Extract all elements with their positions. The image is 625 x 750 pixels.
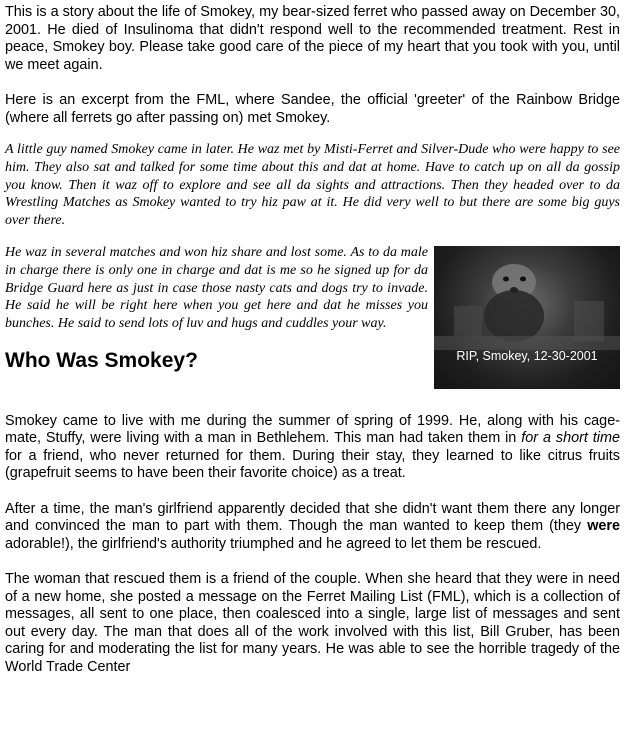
section-paragraph-2-part-b: adorable!), the girlfriend's authority triumphed and he agreed to let them be rescued.	[5, 535, 542, 552]
excerpt-paragraph-2: He waz in several matches and won hiz share and lost some. As to da male in charge there is only one in charge and dat is me so he signed up for da Bridge Guard here as just in case those nasty cats and dogs try to invade. He said he will be right here when you get here and dat he misses you bunches. He said to send lots of luv and hugs and cuddles your way.	[5, 244, 428, 332]
smokey-photo	[434, 246, 620, 389]
emphasis-short-time: for a short time	[521, 430, 620, 447]
intro-paragraph-1: This is a story about the life of Smokey, my bear-sized ferret who passed away on December 30, 2001. He died of Insulinoma that didn't respond well to the recommended treatment. Rest in peace, Smokey boy. Please take good care of the piece of my heart that you took with you, until we meet again.	[5, 4, 620, 73]
section-heading: Who Was Smokey?	[5, 348, 198, 372]
emphasis-were: were	[587, 518, 620, 535]
section-paragraph-1-part-b: for a friend, who never returned for them. During their stay, they learned to like citrus fruits (grapefruit seems to have been their favorite choice) as a treat.	[5, 447, 620, 482]
section-paragraph-2	[5, 501, 620, 554]
intro-paragraph-2: Here is an excerpt from the FML, where Sandee, the official 'greeter' of the Rainbow Bridge (where all ferrets go after passing on) met Smokey.	[5, 92, 620, 126]
ferret-image-icon	[434, 246, 620, 389]
section-paragraph-1	[5, 413, 620, 483]
excerpt-paragraph-1: A little guy named Smokey came in later. He waz met by Misti-Ferret and Silver-Dude who were happy to see him. They also sat and talked for some time about this and dat at home. Have to catch up on all da gossip you know. Then it waz off to explore and see all da sights and attractions. Then they headed over to da Wrestling Matches as Smokey wanted to try hiz paw at it. He did very well to but there are some big guys over there.	[5, 142, 620, 229]
section-paragraph-2-part-a: After a time, the man's girlfriend apparently decided that she didn't want them there any longer and convinced the man to part with them. Though the man wanted to keep them (they	[5, 500, 620, 535]
photo-caption: RIP, Smokey, 12-30-2001	[456, 348, 598, 363]
section-paragraph-3: The woman that rescued them is a friend of the couple. When she heard that they were in need of a new home, she posted a message on the Ferret Mailing List (FML), which is a collection of messages, all sent to one place, then coalesced into a single, large list of messages and sent out every day. The man that does all of the work involved with this list, Bill Gruber, has been caring for and moderating the list for many years. He was able to see the horrible tragedy of the World Trade Center	[5, 571, 620, 675]
section-paragraph-1-part-a: Smokey came to live with me during the summer of spring of 1999. He, along with his cage-mate, Stuffy, were living with a man in Bethlehem. This man had taken them in	[5, 412, 620, 447]
